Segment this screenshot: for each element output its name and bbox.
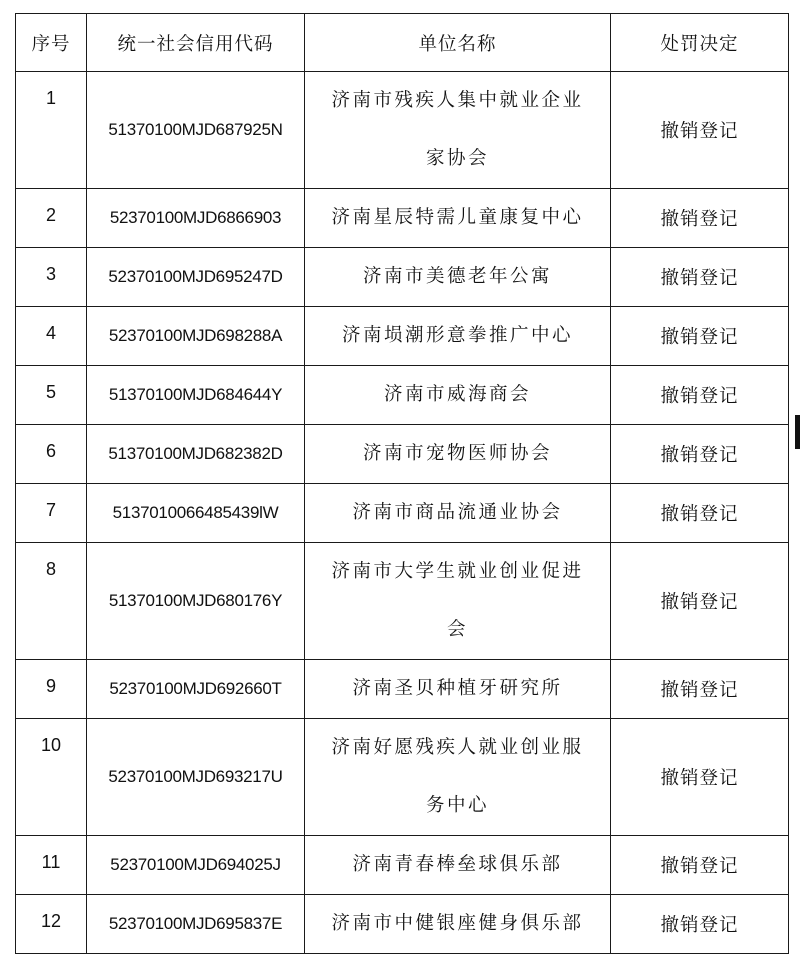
row-decision: 撤销登记 xyxy=(611,366,789,425)
header-seq: 序号 xyxy=(16,14,87,72)
row-seq: 1 xyxy=(16,72,87,189)
unit-name-line: 会 xyxy=(446,619,468,640)
row-unit-name: 济南市威海商会 xyxy=(305,366,611,425)
row-decision: 撤销登记 xyxy=(611,719,789,836)
row-credit-code: 51370100MJD682382D xyxy=(87,425,305,484)
row-unit-name: 济南市商品流通业协会 xyxy=(305,484,611,543)
unit-name-line: 济南市大学生就业创业促进 xyxy=(331,561,584,582)
row-credit-code: 52370100MJD695837E xyxy=(87,895,305,954)
table-row xyxy=(16,484,789,543)
row-unit-name: 济南市中健银座健身俱乐部 xyxy=(305,895,611,954)
table-row xyxy=(16,543,789,660)
header-decision: 处罚决定 xyxy=(611,14,789,72)
row-seq: 9 xyxy=(16,660,87,719)
row-seq: 10 xyxy=(16,719,87,836)
table-header-row xyxy=(16,14,789,72)
row-credit-code: 5137010066485439lW xyxy=(87,484,305,543)
unit-name-line: 济南市残疾人集中就业企业 xyxy=(331,90,584,111)
unit-name-line: 家协会 xyxy=(425,148,489,169)
row-credit-code: 51370100MJD684644Y xyxy=(87,366,305,425)
table-row xyxy=(16,307,789,366)
row-unit-name: 济南青春棒垒球俱乐部 xyxy=(305,836,611,895)
row-unit-name xyxy=(305,543,611,660)
row-decision: 撤销登记 xyxy=(611,248,789,307)
page-edge-marker xyxy=(795,415,800,449)
header-credit-code: 统一社会信用代码 xyxy=(87,14,305,72)
unit-name-line: 务中心 xyxy=(425,795,489,816)
penalty-table xyxy=(15,13,789,954)
row-credit-code: 51370100MJD687925N xyxy=(87,72,305,189)
table-row xyxy=(16,366,789,425)
table-row xyxy=(16,660,789,719)
row-unit-name: 济南市美德老年公寓 xyxy=(305,248,611,307)
row-decision: 撤销登记 xyxy=(611,72,789,189)
row-unit-name xyxy=(305,72,611,189)
row-decision: 撤销登记 xyxy=(611,836,789,895)
table-row xyxy=(16,248,789,307)
row-seq: 12 xyxy=(16,895,87,954)
row-seq: 11 xyxy=(16,836,87,895)
row-credit-code: 52370100MJD695247D xyxy=(87,248,305,307)
row-decision: 撤销登记 xyxy=(611,425,789,484)
table-row xyxy=(16,836,789,895)
row-seq: 6 xyxy=(16,425,87,484)
row-seq: 5 xyxy=(16,366,87,425)
row-decision: 撤销登记 xyxy=(611,660,789,719)
row-seq: 2 xyxy=(16,189,87,248)
row-credit-code: 52370100MJD692660T xyxy=(87,660,305,719)
table-row xyxy=(16,72,789,189)
header-unit-name: 单位名称 xyxy=(305,14,611,72)
row-unit-name: 济南星辰特需儿童康复中心 xyxy=(305,189,611,248)
row-credit-code: 52370100MJD6866903 xyxy=(87,189,305,248)
row-unit-name: 济南市宠物医师协会 xyxy=(305,425,611,484)
unit-name-line: 济南好愿残疾人就业创业服 xyxy=(331,737,584,758)
row-credit-code: 52370100MJD698288A xyxy=(87,307,305,366)
row-credit-code: 52370100MJD693217U xyxy=(87,719,305,836)
row-seq: 4 xyxy=(16,307,87,366)
row-decision: 撤销登记 xyxy=(611,895,789,954)
table-row xyxy=(16,189,789,248)
row-unit-name: 济南圣贝种植牙研究所 xyxy=(305,660,611,719)
row-seq: 3 xyxy=(16,248,87,307)
row-decision: 撤销登记 xyxy=(611,543,789,660)
row-unit-name: 济南埙潮形意拳推广中心 xyxy=(305,307,611,366)
row-decision: 撤销登记 xyxy=(611,189,789,248)
row-unit-name xyxy=(305,719,611,836)
table-row xyxy=(16,895,789,954)
row-decision: 撤销登记 xyxy=(611,484,789,543)
table-row xyxy=(16,719,789,836)
row-credit-code: 51370100MJD680176Y xyxy=(87,543,305,660)
row-seq: 7 xyxy=(16,484,87,543)
table-row xyxy=(16,425,789,484)
row-seq: 8 xyxy=(16,543,87,660)
row-credit-code: 52370100MJD694025J xyxy=(87,836,305,895)
row-decision: 撤销登记 xyxy=(611,307,789,366)
